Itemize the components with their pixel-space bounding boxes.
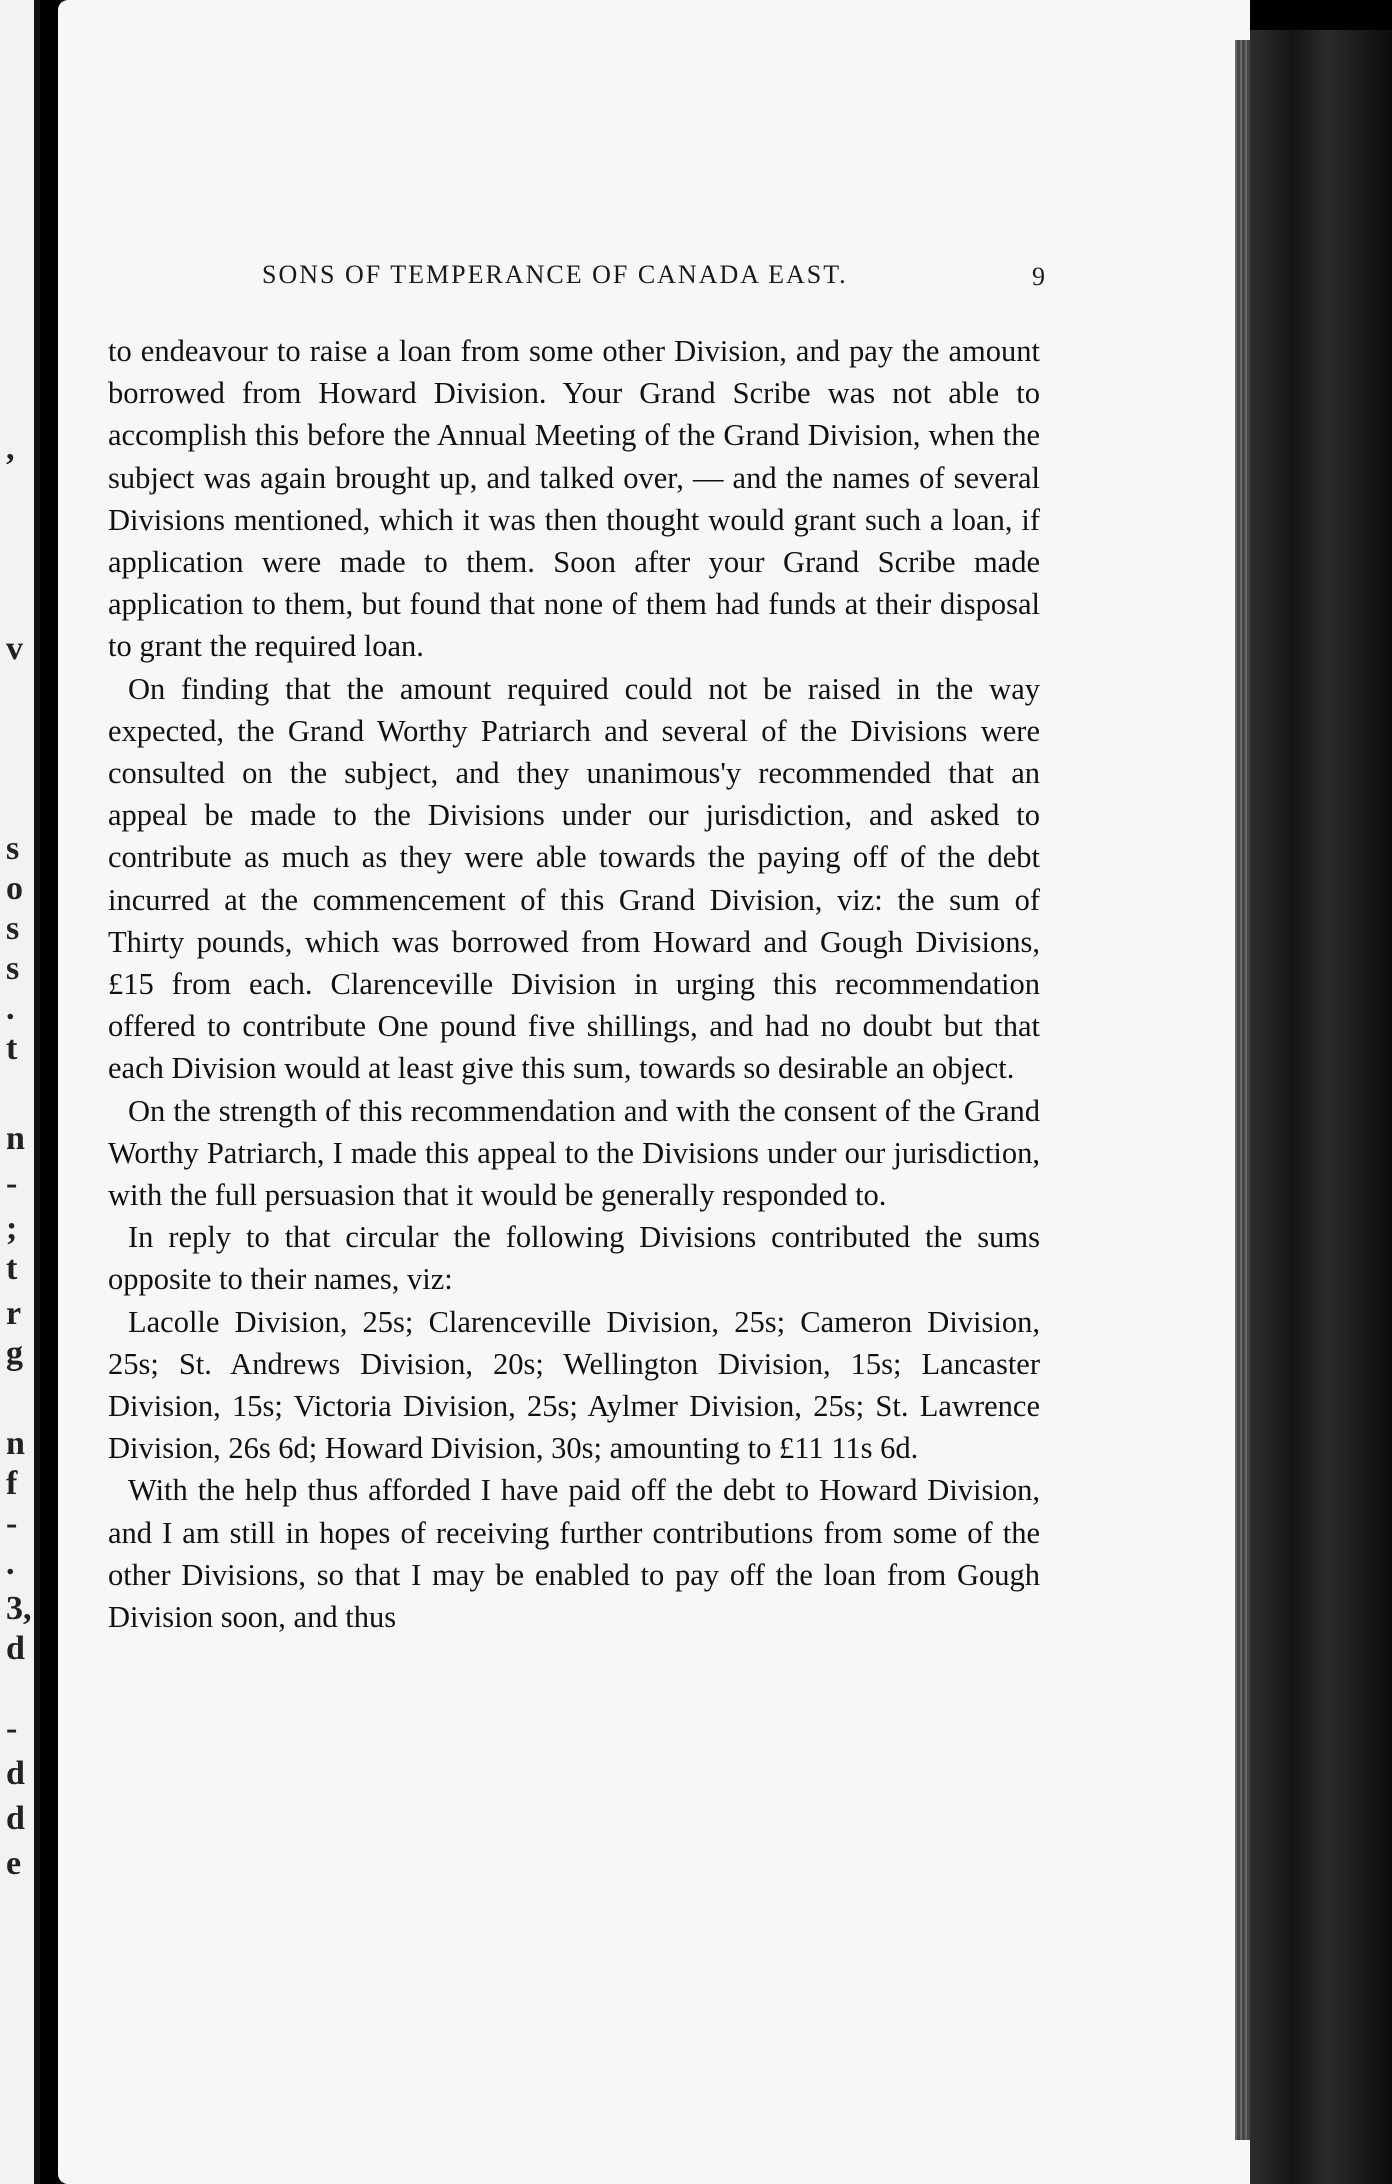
margin-fragment: d: [6, 1630, 25, 1667]
margin-fragment: .: [6, 1545, 15, 1582]
adjacent-page-strip: [0, 0, 40, 2184]
margin-fragment: ,: [6, 430, 15, 467]
margin-fragment: s: [6, 950, 20, 987]
margin-fragment: o: [6, 870, 23, 907]
margin-fragment: n: [6, 1120, 25, 1157]
margin-fragment: 3,: [6, 1590, 32, 1627]
margin-fragment: s: [6, 830, 20, 867]
paragraph: Lacolle Division, 25s; Clarenceville Division, 25s; Cameron Division, 25s; St. Andrews Division, 20s; Wellington Division, 15s; Lancaster Division, 15s; Victoria Division, 25s; Aylmer Division, 25s; St. Lawrence Division, 26s 6d; Howard Division, 30s; amounting to £11 11s 6d.: [108, 1304, 1040, 1466]
paragraph: On the strength of this recommendation and with the consent of the Grand Worthy Patriarch, I made this appeal to the Divisions under our jurisdiction, with the full persuasion that it would be generally responded to.: [108, 1093, 1040, 1213]
margin-fragment: d: [6, 1800, 25, 1837]
margin-fragment: .: [6, 990, 15, 1027]
margin-fragment: n: [6, 1425, 25, 1462]
paragraph: In reply to that circular the following Divisions contributed the sums opposite to their names, viz:: [108, 1220, 1040, 1297]
margin-fragment: ;: [6, 1210, 18, 1247]
margin-fragment: t: [6, 1250, 18, 1287]
margin-fragment: v: [6, 630, 23, 667]
margin-fragment: e: [6, 1845, 22, 1882]
paragraph: With the help thus afforded I have paid off the debt to Howard Division, and I am still in hopes of receiving further contributions from some of the other Divisions, so that I may be enabled to pay off the loan from Gough Division soon, and thus: [108, 1473, 1040, 1635]
book-fore-edge: [1250, 30, 1392, 2184]
margin-fragment: -: [6, 1505, 18, 1542]
page-number: 9: [1032, 262, 1045, 291]
margin-fragment: -: [6, 1165, 18, 1202]
body-text: [108, 330, 1040, 1638]
margin-fragment: s: [6, 910, 20, 947]
paragraph: On finding that the amount required could not be raised in the way expected, the Grand Worthy Patriarch and several of the Divisions were consulted on the subject, and they unanimous'y recommended that an appeal be made to the Divisions under our jurisdiction, and asked to contribute as much as they were able towards the paying off of the debt incurred at the commencement of this Grand Division, viz: the sum of Thirty pounds, which was borrowed from Howard and Gough Divisions, £15 from each. Clarenceville Division in urging this recommendation offered to contribute One pound five shillings, and had no doubt but that each Division would at least give this sum, towards so desirable an object.: [108, 671, 1040, 1086]
margin-fragment: t: [6, 1030, 18, 1067]
margin-fragment: d: [6, 1755, 25, 1792]
margin-fragment: g: [6, 1335, 23, 1372]
margin-fragment: -: [6, 1710, 18, 1747]
running-head: SONS OF TEMPERANCE OF CANADA EAST.: [262, 260, 848, 289]
paragraph: to endeavour to raise a loan from some other Division, and pay the amount borrowed from Howard Division. Your Grand Scribe was not able to accomplish this before the Annual Meeting of the Grand Division, when the subject was again brought up, and talked over, — and the names of several Divisions mentioned, which it was then thought would grant such a loan, if application were made to them. Soon after your Grand Scribe made application to them, but found that none of them had funds at their disposal to grant the required loan.: [108, 334, 1040, 664]
margin-fragment: f: [6, 1465, 18, 1502]
margin-fragment: r: [6, 1295, 22, 1332]
